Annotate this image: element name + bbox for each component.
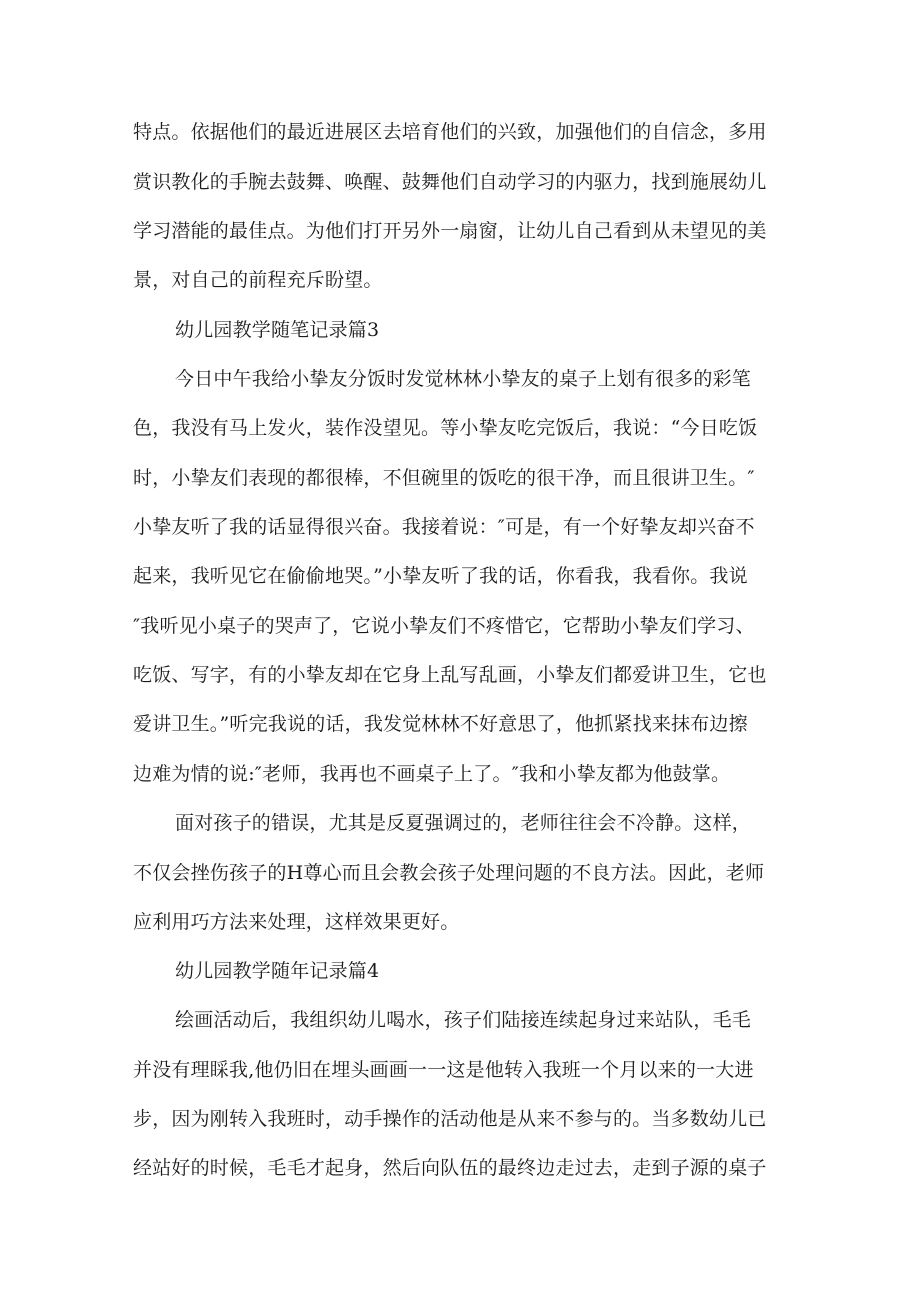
text-line: 小挚友听了我的话显得很兴奋。我接着说：″可是，有一个好挚友却兴奋不: [133, 516, 755, 538]
text-line: 时，小挚友们表现的都很棒，不但碗里的饭吃的很干净，而且很讲卫生。″: [133, 467, 755, 489]
section-heading: 幼儿园教学随年记录篇4: [175, 960, 380, 982]
text-line: 色，我没有马上发火，装作没望见。等小挚友吃完饭后，我说：“今日吃饭: [133, 417, 758, 439]
text-line: 景，对自己的前程充斥盼望。: [133, 269, 383, 291]
text-line: 应利用巧方法来处理，这样效果更好。: [133, 911, 460, 933]
text-line: 不仅会挫伤孩子的H尊心而且会教会孩子处理问题的不良方法。因此，老师: [133, 862, 765, 884]
text-line: 吃饭、写字，有的小挚友却在它身上乱写乱画，小挚友们都爱讲卫生，它也: [133, 664, 767, 686]
text-line: 绘画活动后，我组织幼儿喝水，孩子们陆接连续起身过来站队，毛毛: [175, 1009, 752, 1031]
text-line: 经站好的时候，毛毛才起身，然后向队伍的最终边走过去，走到子源的桌子: [133, 1157, 767, 1179]
text-line: 今日中午我给小挚友分饭时发觉林林小挚友的桌子上划有很多的彩笔: [175, 368, 752, 390]
text-line: 步，因为刚转入我班时，动手操作的活动他是从来不参与的。当多数幼儿已: [133, 1108, 767, 1130]
text-line: 面对孩子的错误，尤其是反夏强调过的，老师往往会不冷静。这样，: [175, 812, 752, 834]
text-line: 边难为情的说:″老师，我再也不画桌子上了。″我和小挚友都为他鼓掌。: [133, 763, 731, 785]
text-line: ″我听见小桌子的哭声了，它说小挚友们不疼惜它，它帮助小挚友们学习、: [133, 615, 755, 637]
text-line: 赏识教化的手腕去鼓舞、唤醒、鼓舞他们自动学习的内驱力，找到施展幼儿: [133, 171, 767, 193]
text-line: 学习潜能的最佳点。为他们打开另外一扇窗，让幼儿自己看到从未望见的美: [133, 220, 767, 242]
text-line: 并没有理睬我,他仍旧在埋头画画一一这是他转入我班一个月以来的一大进: [133, 1059, 754, 1081]
text-line: 特点。依据他们的最近进展区去培育他们的兴致，加强他们的自信念，多用: [133, 121, 767, 143]
text-line: 起来，我听见它在偷偷地哭。”小挚友听了我的话，你看我，我看你。我说: [133, 565, 748, 587]
section-heading: 幼儿园教学随笔记录篇3: [175, 319, 380, 341]
text-line: 爱讲卫生。”听完我说的话，我发觉林林不好意思了，他抓紧找来抹布边擦: [133, 713, 748, 735]
